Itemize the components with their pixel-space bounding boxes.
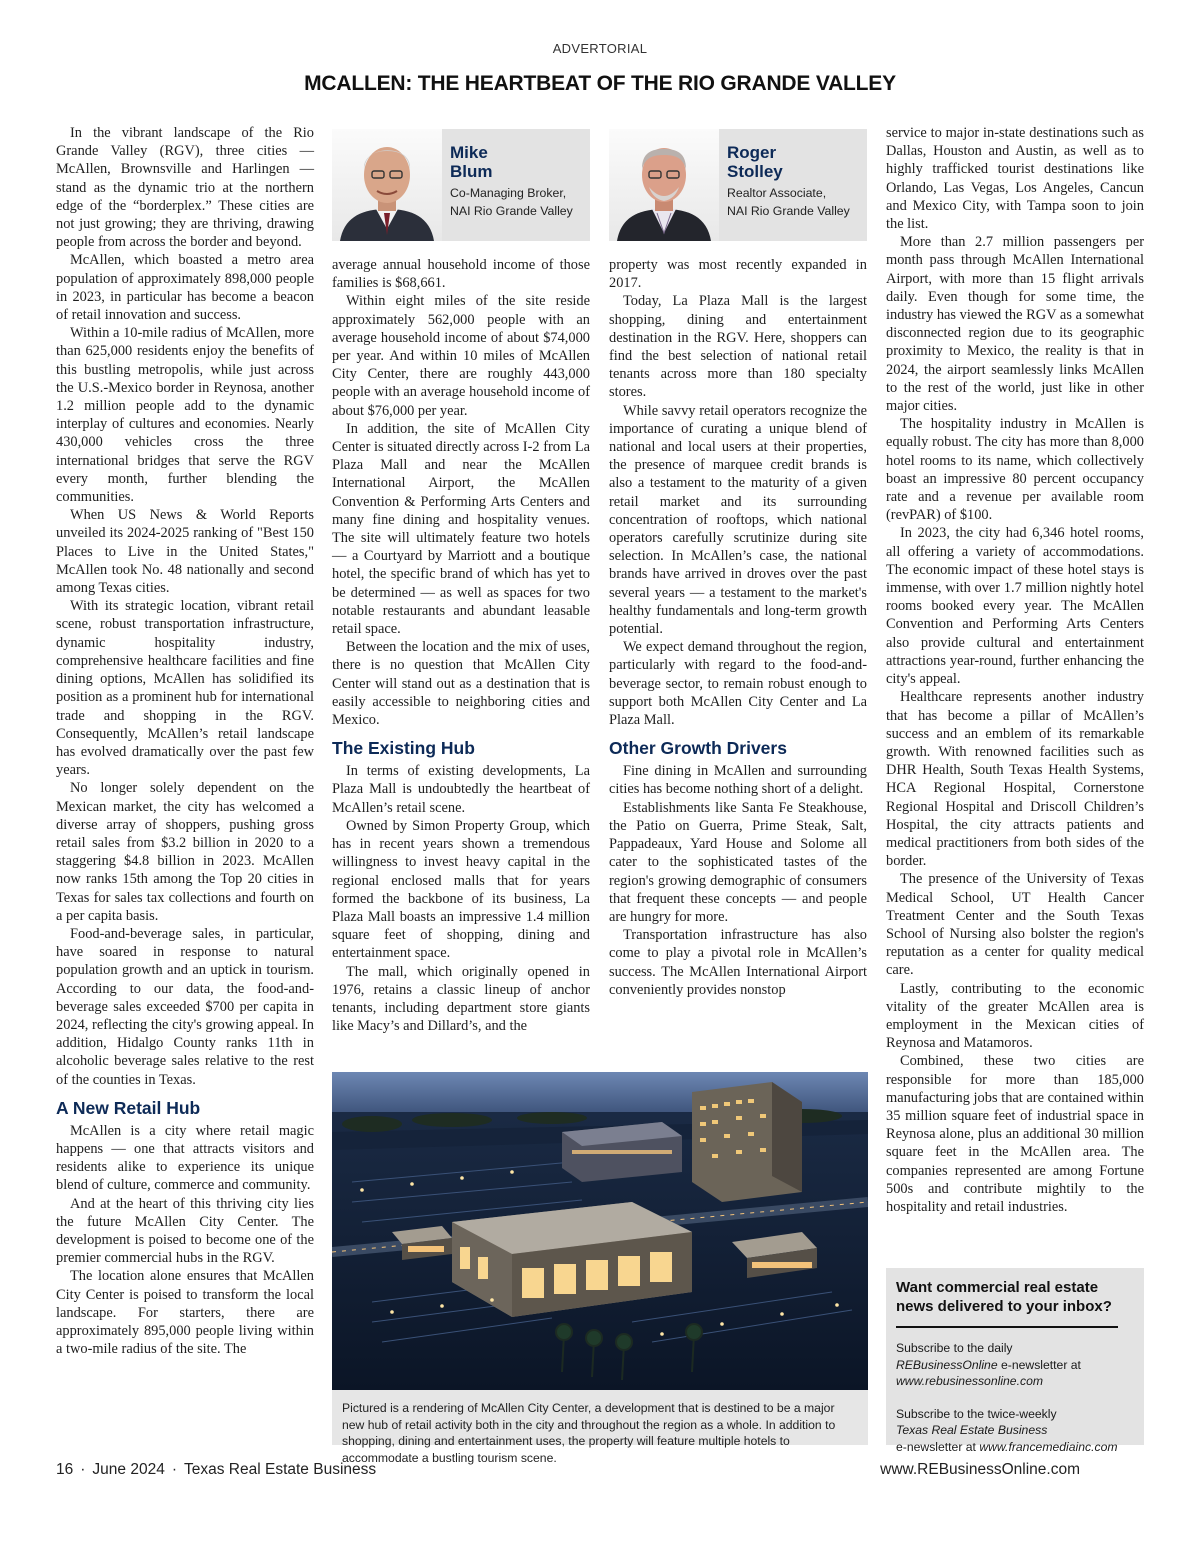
publication-name: Texas Real Estate Business xyxy=(896,1423,1048,1437)
promo-text: e-newsletter at xyxy=(896,1439,980,1454)
paragraph: property was most recently expanded in 2017. xyxy=(609,257,867,292)
article-column-1 xyxy=(56,124,314,1358)
promo-weekly-newsletter xyxy=(896,1406,1134,1456)
profile-company: NAI Rio Grande Valley xyxy=(450,204,573,218)
paragraph: When US News & World Reports unveiled its 2024-2025 ranking of "Best 150 Places to Live in the United States," McAllen took No. 48 nationally and second among Texas cities. xyxy=(56,507,314,597)
page-footer-folio xyxy=(56,1461,376,1479)
mcallen-city-center-rendering xyxy=(332,1072,868,1390)
footer-separator: · xyxy=(80,1461,86,1478)
paragraph: service to major in-state destinations such as Dallas, Houston and Austin, as well as to highly trafficked tourist destinations like Orlando, Las Vegas, Los Angeles, Cancun and Mexico City, with Tampa soon to join the list. xyxy=(886,125,1144,233)
paragraph: The location alone ensures that McAllen City Center is poised to transform the local landscape. For starters, there are approximately 895,000 people living within a two-mile radius of the site. The xyxy=(56,1268,314,1358)
paragraph: average annual household income of those families is $68,661. xyxy=(332,257,590,292)
promo-daily-newsletter xyxy=(896,1340,1134,1390)
paragraph: Combined, these two cities are responsible for more than 185,000 manufacturing jobs that are contained within 35 million square feet of industrial space in Reynosa alone, plus an additional 30 million square feet in the McAllen area. The companies represented are among Fortune 500s and contribute mightily to the hospitality and retail industries. xyxy=(886,1053,1144,1215)
paragraph: Within eight miles of the site reside approximately 562,000 people with an average household income of about $74,000 per year. And within 10 miles of McAllen City Center, there are roughly 443,000 people with an average household income of about $76,000 per year. xyxy=(332,293,590,419)
paragraph: Within a 10-mile radius of McAllen, more than 625,000 residents enjoy the benefits of this bustling metropolis, while just across the U.S.-Mexico border in Reynosa, another 1.2 million people add to the dynamic interplay of cultures and economies. Nearly 430,000 vehicles cross the three international bridges that serve the RGV every month, further blending the communities. xyxy=(56,325,314,506)
article-column-4 xyxy=(886,124,1144,1216)
promo-text: Subscribe to the daily xyxy=(896,1341,1013,1355)
paragraph: Food-and-beverage sales, in particular, have soared in response to natural population growth and an uptick in tourism. According to our data, the food-and-beverage sales exceeded $700 per capita in 2024, reflecting the city's growing appeal. In addition, Hidalgo County ranks 11th in alcoholic beverage sales relative to the rest of the counties in Texas. xyxy=(56,925,314,1088)
page-title: MCALLEN: THE HEARTBEAT OF THE RIO GRANDE VALLEY xyxy=(304,72,896,95)
profile-card-roger-stolley xyxy=(609,129,867,241)
paragraph: Establishments like Santa Fe Steakhouse, the Patio on Guerra, Prime Steak, Salt, Pappadeaux, Yard House and Solome all cater to the sophisticated tastes of the region's growing demographic of consumers that frequent these concepts — and people are hungry for more. xyxy=(609,799,867,925)
paragraph: Today, La Plaza Mall is the largest shopping, dining and entertainment destination in the RGV. Here, shoppers can find the best selection of national retail tenants across more than 180 specialty stores. xyxy=(609,293,867,401)
paragraph: Lastly, contributing to the economic vitality of the greater McAllen area is employment in the Mexican cities of Reynosa and Matamoros. xyxy=(886,980,1144,1052)
section-heading-new-retail-hub: A New Retail Hub xyxy=(56,1097,201,1118)
profile-title: Realtor Associate, xyxy=(727,186,827,200)
paragraph: While savvy retail operators recognize the importance of curating a unique blend of national and local users at their properties, the presence of marquee credit brands is also a testament to the maturity of a given retail market and its surrounding concentration of rooftops, which national operators carefully scrutinize during site selection. In McAllen’s case, the national brands have arrived in droves over the past several years — a testament to the market's healthy fundamentals and long-term growth potential. xyxy=(609,402,867,638)
publication-title: Texas Real Estate Business xyxy=(184,1461,377,1478)
paragraph: McAllen is a city where retail magic happens — one that attracts visitors and residents alike to experience its unique blend of culture, commerce and community. xyxy=(56,1122,314,1194)
paragraph: The mall, which originally opened in 1976, retains a classic lineup of anchor tenants, including department store giants like Macy’s and Dillard’s, and the xyxy=(332,963,590,1035)
profile-last-name: Stolley xyxy=(727,162,783,181)
profile-last-name: Blum xyxy=(450,162,493,181)
paragraph: In 2023, the city had 6,346 hotel rooms, all offering a variety of accommodations. The economic impact of these hotel stays is immense, with over 1.7 million nightly hotel rooms booked every year. The McAllen Convention and Performing Arts Centers also provide cultural and entertainment attractions year-round, further enhancing the city's appeal. xyxy=(886,525,1144,688)
footer-website[interactable]: www.REBusinessOnline.com xyxy=(880,1461,1080,1478)
headshot-photo xyxy=(609,129,719,241)
paragraph: Transportation infrastructure has also come to play a pivotal role in McAllen’s success. The McAllen International Airport conveniently provides nonstop xyxy=(609,927,867,998)
image-caption: Pictured is a rendering of McAllen City Center, a development that is destined to be a major new hub of retail activity both in the city and throughout the region as a whole. In addition to shopping, dining and entertainment uses, the property will feature multiple hotels to accommodate a bustling tourism scene. xyxy=(332,1390,868,1445)
paragraph: In the vibrant landscape of the Rio Grande Valley (RGV), three cities — McAllen, Brownsville and Harlingen — stand as the dynamic trio at the northern edge of the “borderplex.” These cities are not just growing; they are thriving, drawing people from across the border and beyond. xyxy=(56,125,314,251)
paragraph: Healthcare represents another industry that has become a pillar of McAllen’s success and an emblem of its remarkable growth. With renowned facilities such as DHR Health, South Texas Health Systems, HCA Regional Hospital, Cornerstone Regional Hospital and Driscoll Children’s Hospital, the city attracts patients and medical practitioners from both sides of the border. xyxy=(886,689,1144,870)
promo-divider xyxy=(896,1326,1118,1328)
profile-first-name: Mike xyxy=(450,143,488,162)
paragraph: More than 2.7 million passengers per month pass through McAllen International Airport, with more than 15 flight arrivals daily. Even though for some time, the industry has viewed the RGV as a somewhat disconnected region due to its geographic proximity to Mexico, the reality is that in 2024, the airport seamlessly links McAllen to the rest of the world, just like in other major cities. xyxy=(886,234,1144,415)
issue-date: June 2024 xyxy=(92,1461,165,1478)
paragraph: And at the heart of this thriving city lies the future McAllen City Center. The development is poised to become one of the premier commercial hubs in the RGV. xyxy=(56,1195,314,1267)
paragraph: With its strategic location, vibrant retail scene, robust transportation infrastructure, dynamic hospitality industry, comprehensive healthcare facilities and fine dining options, McAllen has solidified its position as a prominent hub for international trade and shopping in the RGV. Consequently, McAllen’s retail landscape has evolved dramatically over the past few years. xyxy=(56,598,314,779)
promo-text: e-newsletter at xyxy=(997,1357,1081,1372)
headshot-photo xyxy=(332,129,442,241)
paragraph: We expect demand throughout the region, particularly with regard to the food-and-beverage sector, to remain robust enough to support both McAllen City Center and La Plaza Mall. xyxy=(609,639,867,729)
profile-first-name: Roger xyxy=(727,143,777,162)
paragraph: Between the location and the mix of uses, there is no question that McAllen City Center will stand out as a destination that is easily accessible to neighboring cities and Mexico. xyxy=(332,639,590,729)
newsletter-promo-box xyxy=(886,1268,1144,1454)
paragraph: In terms of existing developments, La Plaza Mall is undoubtedly the heartbeat of McAllen’s retail scene. xyxy=(332,763,590,816)
newsletter-link[interactable]: www.rebusinessonline.com xyxy=(896,1374,1043,1388)
article-column-3 xyxy=(609,256,867,999)
paragraph: Fine dining in McAllen and surrounding cities has become nothing short of a delight. xyxy=(609,763,867,798)
profile-card-mike-blum xyxy=(332,129,590,241)
promo-heading: Want commercial real estate news delivered to your inbox? xyxy=(896,1279,1112,1315)
profile-title: Co-Managing Broker, xyxy=(450,186,567,200)
article-column-2 xyxy=(332,256,590,1035)
section-heading-other-growth-drivers: Other Growth Drivers xyxy=(609,738,787,759)
paragraph: The presence of the University of Texas Medical School, UT Health Cancer Treatment Center and the South Texas School of Nursing also bolster the region's reputation as a center for quality medical care. xyxy=(886,871,1144,979)
paragraph: In addition, the site of McAllen City Center is situated directly across I-2 from La Plaza Mall and near the McAllen International Airport, the McAllen Convention & Performing Arts Centers and many fine dining and hospitality venues. The site will ultimately feature two hotels — a Courtyard by Marriott and a boutique hotel, the specific brand of which has yet to be determined — as well as spaces for two notable restaurants and abundant leasable retail space. xyxy=(332,420,590,638)
paragraph: The hospitality industry in McAllen is equally robust. The city has more than 8,000 hotel rooms to its name, which collectively boast an impressive 80 percent occupancy rate and a revenue per available room (revPAR) of $100. xyxy=(886,416,1144,524)
promo-text: Subscribe to the twice-weekly xyxy=(896,1406,1057,1421)
newsletter-link[interactable]: www.francemediainc.com xyxy=(979,1439,1118,1454)
paragraph: Owned by Simon Property Group, which has in recent years shown a tremendous willingness to invest heavy capital in the regional enclosed malls that for years formed the backbone of its business, La Plaza Mall boasts an impressive 1.4 million square feet of shopping, dining and entertainment space. xyxy=(332,817,590,962)
page-number: 16 xyxy=(56,1461,74,1478)
footer-separator: · xyxy=(171,1461,177,1478)
profile-company: NAI Rio Grande Valley xyxy=(727,204,850,218)
section-kicker: ADVERTORIAL xyxy=(552,41,648,56)
paragraph: No longer solely dependent on the Mexican market, the city has welcomed a diverse array of shoppers, pushing gross retail sales from $3.2 billion in 2020 to a staggering $4.8 billion in 2023. McAllen now ranks 15th among the Top 20 cities in Texas for sales tax collections and fourth on a per capita basis. xyxy=(56,780,314,924)
paragraph: McAllen, which boasted a metro area population of approximately 898,000 people in 2023, in particular has become a beacon of retail innovation and success. xyxy=(56,252,314,324)
publication-name: REBusinessOnline xyxy=(896,1357,998,1372)
section-heading-existing-hub: The Existing Hub xyxy=(332,738,475,759)
